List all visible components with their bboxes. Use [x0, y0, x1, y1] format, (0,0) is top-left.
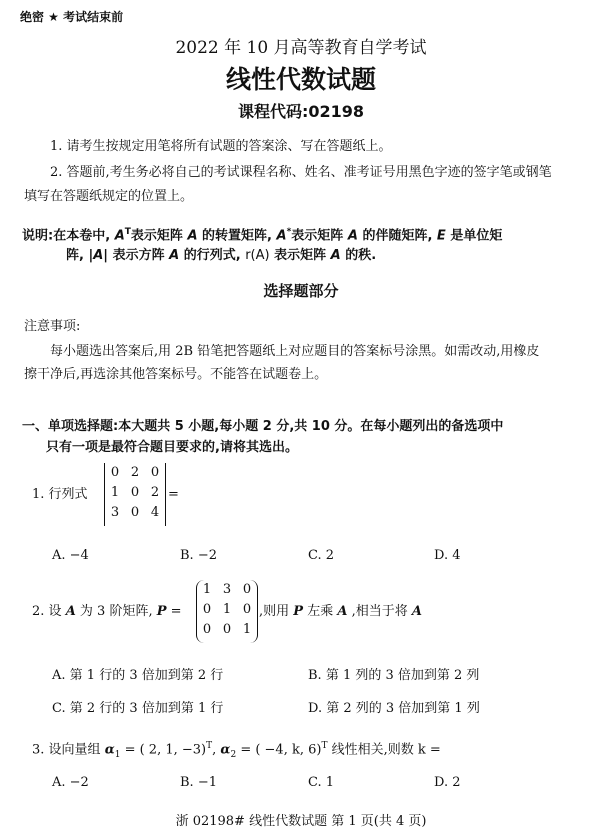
- q3-option-d[interactable]: D. 2: [434, 775, 461, 790]
- q1-option-d[interactable]: D. 4: [434, 548, 461, 563]
- notation-line-1: 说明:在本卷中, $A^T$表示矩阵 A 的转置矩阵, A*表示矩阵 A 的伴随矩阵, E 是单位矩: [22, 227, 503, 244]
- q3-stem: 3. 设向量组 $\alpha_1$ = ( 2, 1, −3)$^T$, $\alpha_2$ = ( −4, k, 6)$^T$ 线性相关,则数 k =: [32, 741, 441, 760]
- q2-option-a[interactable]: A. 第 1 行的 3 倍加到第 2 行: [52, 668, 224, 683]
- part1-heading-cont: 只有一项是最符合题目要求的,请将其选出。: [46, 440, 298, 455]
- q1-determinant: 0 2 0 1 0 2 3 0 4: [104, 463, 166, 526]
- notation-line-2: 阵, |A| 表示方阵 A 的行列式, r(A) 表示矩阵 A 的秩.: [66, 248, 377, 263]
- q1-label: 1. 行列式: [32, 487, 88, 502]
- course-code: 课程代码:02198: [237, 102, 365, 121]
- page-footer: 浙 02198# 线性代数试题 第 1 页(共 4 页): [175, 814, 427, 829]
- notice-title: 注意事项:: [24, 319, 81, 334]
- instruction-1: 1. 请考生按规定用笔将所有试题的答案涂、写在答题纸上。: [50, 139, 392, 154]
- exam-title: 2022 年 10 月高等教育自学考试: [175, 38, 427, 58]
- q3-option-a[interactable]: A. −2: [52, 775, 89, 790]
- notice-line-1: 每小题选出答案后,用 2B 铅笔把答题纸上对应题目的答案标号涂黑。如需改动,用橡皮: [50, 344, 540, 359]
- q3-option-c[interactable]: C. 1: [308, 775, 335, 790]
- notice-line-2: 擦干净后,再选涂其他答案标号。不能答在试题卷上。: [24, 367, 328, 382]
- notation-label: 说明:: [22, 228, 54, 244]
- subject-title: 线性代数试题: [225, 65, 376, 94]
- q3-option-b[interactable]: B. −1: [180, 775, 217, 790]
- q1-equals: =: [168, 487, 179, 502]
- q2-stem-end: ,则用 P 左乘 A ,相当于将 A: [259, 604, 422, 619]
- q2-option-d[interactable]: D. 第 2 列的 3 倍加到第 1 列: [308, 701, 480, 716]
- q1-option-a[interactable]: A. −4: [52, 548, 89, 563]
- q2-stem-start: 2. 设 A 为 3 阶矩阵, P =: [32, 604, 182, 619]
- confidential-mark: 绝密 ★ 考试结束前: [20, 10, 124, 24]
- q2-option-b[interactable]: B. 第 1 列的 3 倍加到第 2 列: [308, 668, 480, 683]
- q1-option-c[interactable]: C. 2: [308, 548, 335, 563]
- instruction-2: 2. 答题前,考生务必将自己的考试课程名称、姓名、准考证号用黑色字迹的签字笔或钢笔: [50, 165, 552, 180]
- part1-heading: 一、单项选择题:本大题共 5 小题,每小题 2 分,共 10 分。在每小题列出的备选项中: [22, 419, 504, 434]
- instruction-2-cont: 填写在答题纸规定的位置上。: [24, 189, 194, 204]
- section-title: 选择题部分: [263, 282, 339, 300]
- q2-option-c[interactable]: C. 第 2 行的 3 倍加到第 1 行: [52, 701, 224, 716]
- q2-matrix-p: 1 3 0 0 1 0 0 0 1: [196, 580, 258, 643]
- q1-option-b[interactable]: B. −2: [180, 548, 217, 563]
